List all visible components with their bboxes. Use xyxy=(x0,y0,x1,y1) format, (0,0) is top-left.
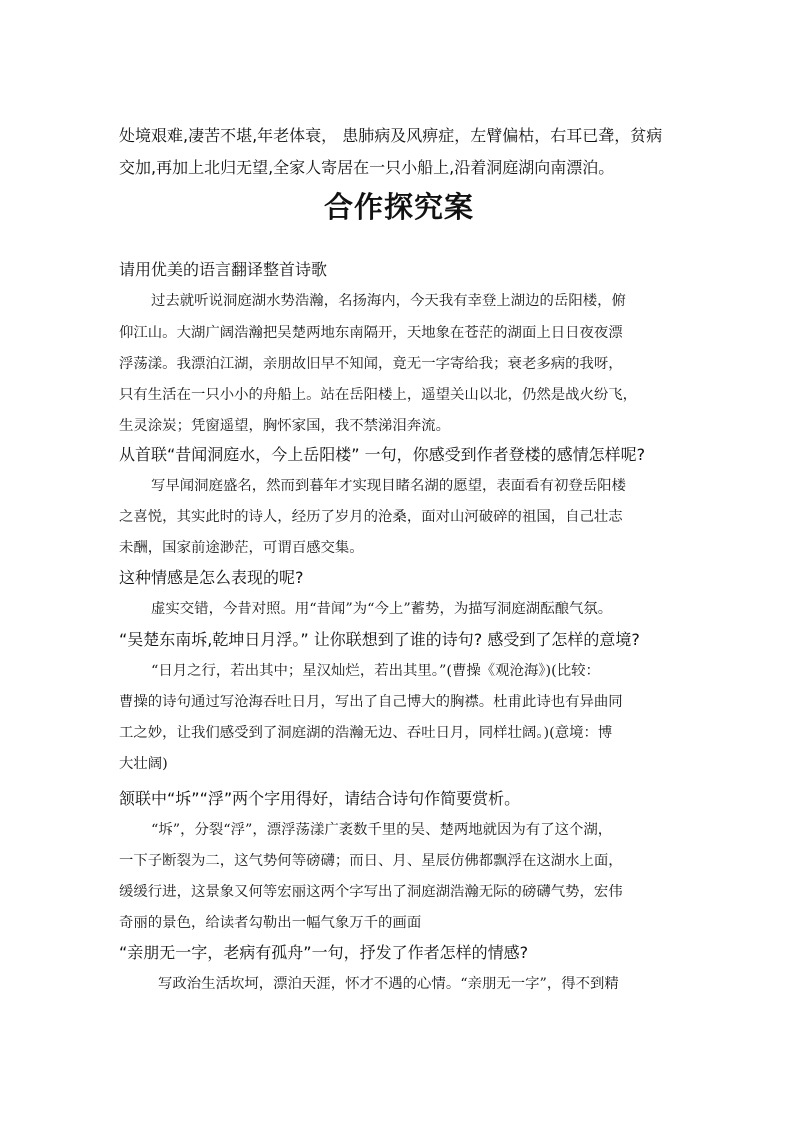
question-translate: 请用优美的语言翻译整首诗歌 xyxy=(119,260,328,279)
answer-line: 过去就听说洞庭湖水势浩瀚，名扬海内，今天我有幸登上湖边的岳阳楼，俯 xyxy=(151,293,626,309)
answer-line: 写早闻洞庭盛名，然而到暮年才实现目睹名湖的愿望，表面看有初登岳阳楼 xyxy=(151,478,626,494)
question-emotion: “亲朋无一字，老病有孤舟”一句，抒发了作者怎样的情感? xyxy=(119,943,529,962)
intro-line-2: 交加,再加上北归无望,全家人寄居在一只小船上,沿着洞庭湖向南漂泊。 xyxy=(119,158,615,177)
question-first-couplet: 从首联“昔闻洞庭水，今上岳阳楼” 一句，你感受到作者登楼的感情怎样呢? xyxy=(119,445,646,464)
answer-line: 仰江山。大湖广阔浩瀚把吴楚两地东南隔开，天地象在苍茫的湖面上日日夜夜漂 xyxy=(119,325,623,341)
intro-line-1: 处境艰难,凄苦不堪,年老体衰， 患肺病及风痹症，左臂偏枯，右耳已聋，贫病 xyxy=(119,126,663,145)
answer-line: 一下子断裂为二，这气势何等磅礴；而日、月、星辰仿佛都飘浮在这湖水上面， xyxy=(119,853,623,869)
answer-line: 写政治生活坎坷，漂泊天涯，怀才不遇的心情。“亲朋无一字”，得不到精 xyxy=(158,976,619,992)
answer-line: 未酬，国家前途渺茫，可谓百感交集。 xyxy=(119,540,364,556)
answer-line: “日月之行，若出其中；星汉灿烂，若出其里。”(曹操《观沧海》)(比较： xyxy=(151,663,600,679)
answer-line: 曹操的诗句通过写沧海吞吐日月，写出了自己博大的胸襟。杜甫此诗也有异曲同 xyxy=(119,694,623,710)
answer-line: 只有生活在一只小小的舟船上。站在岳阳楼上，遥望关山以北，仍然是战火纷飞， xyxy=(119,387,638,403)
question-word-analysis: 颔联中“坼”“浮”两个字用得好，请结合诗句作简要赏析。 xyxy=(119,789,521,808)
answer-line: 生灵涂炭；凭窗遥望，胸怀家国，我不禁涕泪奔流。 xyxy=(119,418,450,434)
answer-line: 之喜悦，其实此时的诗人，经历了岁月的沧桑，面对山河破碎的祖国，自己壮志 xyxy=(119,509,623,525)
answer-line: 虚实交错，今昔对照。用“昔闻”为“今上”蓄势，为描写洞庭湖酝酿气氛。 xyxy=(151,601,613,617)
answer-line: 大壮阔) xyxy=(119,756,168,772)
answer-line: 奇丽的景色，给读者勾勒出一幅气象万千的画面 xyxy=(119,915,422,931)
answer-line: 缓缓行进，这景象又何等宏丽这两个字写出了洞庭湖浩瀚无际的磅礴气势，宏伟 xyxy=(119,884,623,900)
section-title: 合作探究案 xyxy=(324,190,475,224)
answer-line: 浮荡漾。我漂泊江湖，亲朋故旧早不知闻，竟无一字寄给我；衰老多病的我呀， xyxy=(119,356,623,372)
answer-line: “坼”，分裂“浮”，漂浮荡漾广袤数千里的吴、楚两地就因为有了这个湖， xyxy=(151,822,613,838)
answer-line: 工之妙，让我们感受到了洞庭湖的浩瀚无边、吞吐日月，同样壮阔。)(意境：博 xyxy=(119,725,613,741)
question-association: “吴楚东南坼,乾坤日月浮。” 让你联想到了谁的诗句? 感受到了怎样的意境? xyxy=(119,630,640,649)
question-expression: 这种情感是怎么表现的呢? xyxy=(119,568,304,587)
